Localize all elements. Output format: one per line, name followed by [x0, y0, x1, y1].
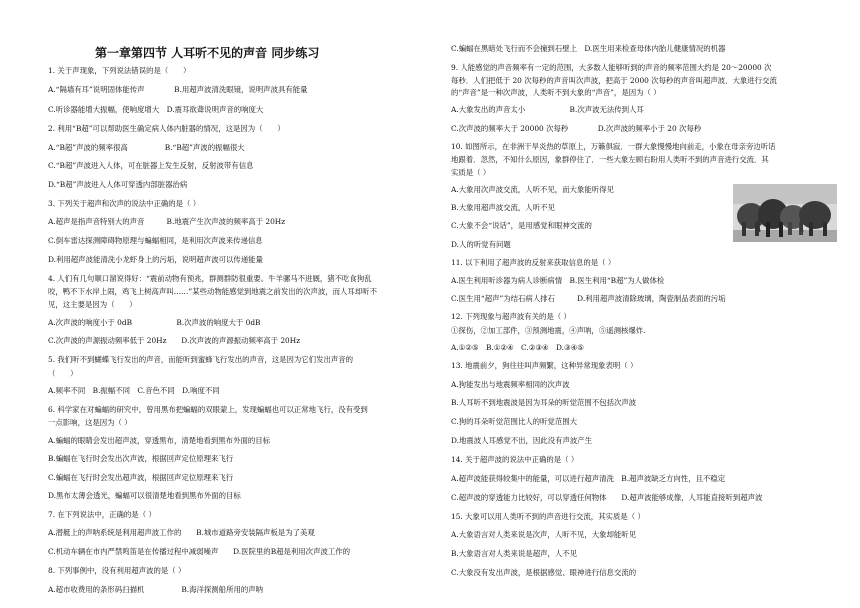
right-line: A.医生利用听诊器为病人诊断病情 B.医生利用“B超”为人做体检	[451, 276, 665, 285]
right-line: A.①②⑤ B.①②④ C.②③④ D.③④⑤	[451, 343, 584, 352]
left-line: D.“B超”声波进入人体可穿透内部脏器治病	[48, 180, 188, 189]
left-line: A.“B超”声波的频率很高 B.“B超”声波的振幅很大	[48, 143, 245, 152]
right-line: D.人的听觉有问题	[451, 240, 511, 249]
right-line: C.蝙蝠在黑暗处飞行而不会撞到石壁上 D.医生用来检查母体内胎儿健康情况的机器	[451, 44, 726, 53]
left-line: C.倒车雷达探测障碍物原理与蝙蝠相同，是利用次声波来传递信息	[48, 236, 263, 245]
right-line: 每秒．人们把低于 20 次每秒的声音叫次声波，把高于 2000 次每秒的声音叫超声波．大象进行交流	[451, 76, 777, 85]
right-line: 的“声音”是一种次声波，人类听不到大象的“声音”，是因为（ ）	[451, 88, 661, 97]
right-line: B.大象语言对人类来说是超声，人不见	[451, 549, 578, 558]
right-line: A.大象用次声波交流，人听不见，而大象能听得见	[451, 185, 614, 194]
right-line: 13. 地震前夕，狗往往叫声频繁，这种异常现象表明（ ）	[451, 361, 638, 370]
right-line: ①探伤，②加工部件，③预测地震，④声呐，⑤遥测核爆炸.	[451, 326, 646, 335]
right-line: C.大象没有发出声波，是根据感觉、眼神进行信息交流的	[451, 568, 637, 577]
left-line: C.蝙蝠在飞行时会发出超声波，根据回声定位原理来飞行	[48, 473, 234, 482]
right-line: C.狗的耳朵听觉范围比人的听觉范围大	[451, 417, 577, 426]
page-title: 第一章第四节 人耳听不见的声音 同步练习	[95, 46, 320, 60]
left-line: 1. 关于声现象，下列说法错误的是（ ）	[48, 66, 191, 75]
right-line: 15. 大象可以用人类听不到的声音进行交流，其实质是（ ）	[451, 512, 645, 521]
left-line: 6. 科学家在对蝙蝠的研究中，曾用黑布把蝙蝠的双眼蒙上，发现蝙蝠也可以正常地飞行，没有受到	[48, 405, 368, 414]
left-line: 5. 我们听不到蝴蝶飞行发出的声音，而能听到蜜蜂飞行发出的声音，这是因为它们发出声音的	[48, 355, 354, 364]
left-line: 8. 下列事例中，没有利用超声波的是（ ）	[48, 566, 186, 575]
left-line: C.次声波的声源振动频率低于 20Hz D.次声波的声源振动频率高于 20Hz	[48, 336, 301, 345]
right-line: D.地震波人耳感觉不出，因此没有声波产生	[451, 436, 593, 445]
right-line: A.超声波能获得较集中的能量，可以进行超声清洗 B.超声波缺乏方向性，且不稳定	[451, 474, 726, 483]
right-line: 地跟着．忽然，不知什么原因，象群停住了．一些大象左顾右盼用人类听不到的声音进行交流．其	[451, 155, 769, 164]
left-line: 4. 人们有几句顺口溜说得好：“震前动物有预兆，群测群防很重要。牛羊骡马不进厩，猪不吃食狗乱	[48, 274, 372, 283]
left-line: A.超声是指声音特别大的声音 B.地震产生次声波的频率高于 20Hz	[48, 217, 286, 226]
left-line: 7. 在下列说法中，正确的是（ ）	[48, 510, 156, 519]
left-line: B.蝙蝠在飞行时会发出次声波，根据回声定位原理来飞行	[48, 454, 234, 463]
left-line: 咬，鸭不下水岸上闹，鸡飞上树高声叫……”某些动物能感觉到地震之前发出的次声波，而人耳却听不	[48, 287, 377, 296]
left-line: A.潜艇上的声呐系统是利用超声波工作的 B.城市道路旁安装隔声板是为了美观	[48, 528, 315, 537]
left-line: （ ）	[48, 369, 78, 378]
right-line: 12. 下列现象与超声波有关的是（ ）	[451, 312, 571, 321]
left-line: 2. 利用“B超”可以帮助医生确定病人体内脏器的情况，这是因为（ ）	[48, 124, 285, 133]
right-line: 10. 如图所示，在非洲干旱炎热的草原上，万籁俱寂．一群大象慢慢地向前走，小象在母亲旁边听话	[451, 142, 776, 151]
right-line: B.大象用超声波交流，人听不见	[451, 203, 555, 212]
right-line: C.超声波的穿透能力比较好，可以穿透任何物体 D.超声波能够成像，人耳能直接听到超声波	[451, 493, 763, 502]
right-line: A.大象语言对人类来说是次声，人听不见，大象却能听见	[451, 530, 637, 539]
right-line: B.人耳听不到地震波是因为耳朵的听觉范围不包括次声波	[451, 398, 637, 407]
left-line: C.听诊器能增大振幅，使响度增大 D.震耳欲聋说明声音的响度大	[48, 105, 264, 114]
left-line: C.“B超”声波进入人体，可在脏器上发生反射，反射波带有信息	[48, 161, 254, 170]
left-line: A.超市收费用的条形码扫描机 B.海洋探测船所用的声呐	[48, 585, 264, 594]
left-line: C.机动车辆在市内严禁鸣笛是在传播过程中减弱噪声 D.医院里的B超是利用次声波工作的	[48, 547, 351, 556]
left-line: A.蝙蝠的眼睛会发出超声波，穿透黑布，清楚地看到黑布外面的目标	[48, 436, 271, 445]
right-line: C.医生用“超声”为结石病人排石 D.利用超声波清除玻璃，陶瓷制品表面的污垢	[451, 294, 726, 303]
left-line: A.频率不同 B.振幅不同 C.音色不同 D.响度不同	[48, 386, 220, 395]
right-line: A.大象发出的声音太小 B.次声波无法传到人耳	[451, 105, 644, 114]
right-line: 11. 以下利用了超声波的反射来获取信息的是（ ）	[451, 258, 616, 267]
left-line: D.黑布太薄会透光，蝙蝠可以很清楚地看到黑布外面的目标	[48, 491, 241, 500]
right-line: 实质是（ ）	[451, 168, 491, 177]
right-line: 14. 关于超声波的说法中正确的是（ ）	[451, 455, 579, 464]
left-line: A.“隔墙有耳”说明固体能传声 B.用超声波清洗眼镜，说明声波具有能量	[48, 85, 308, 94]
right-line: 9. 人能感觉的声音频率有一定的范围，大多数人能够听到的声音的频率范围大约是 20～20000 次	[451, 63, 772, 72]
right-line: C.次声波的频率大于 20000 次每秒 D.次声波的频率小于 20 次每秒	[451, 124, 702, 133]
left-line: D.利用超声波能清洗小龙虾身上的污垢，说明超声波可以传递能量	[48, 255, 263, 264]
left-line: 3. 下列关于超声和次声的说法中正确的是（ ）	[48, 199, 201, 208]
right-line: C.大象不会“说话”，是用感觉和眼神交流的	[451, 221, 592, 230]
elephant-herd-photo	[733, 184, 837, 242]
left-line: 见，这主要是因为（ ）	[48, 300, 137, 309]
right-line: A.狗能发出与地震频率相同的次声波	[451, 380, 570, 389]
left-line: A.次声波的响度小于 0dB B.次声波的响度大于 0dB	[48, 318, 261, 327]
left-line: 一点影响，这是因为（ ）	[48, 418, 132, 427]
